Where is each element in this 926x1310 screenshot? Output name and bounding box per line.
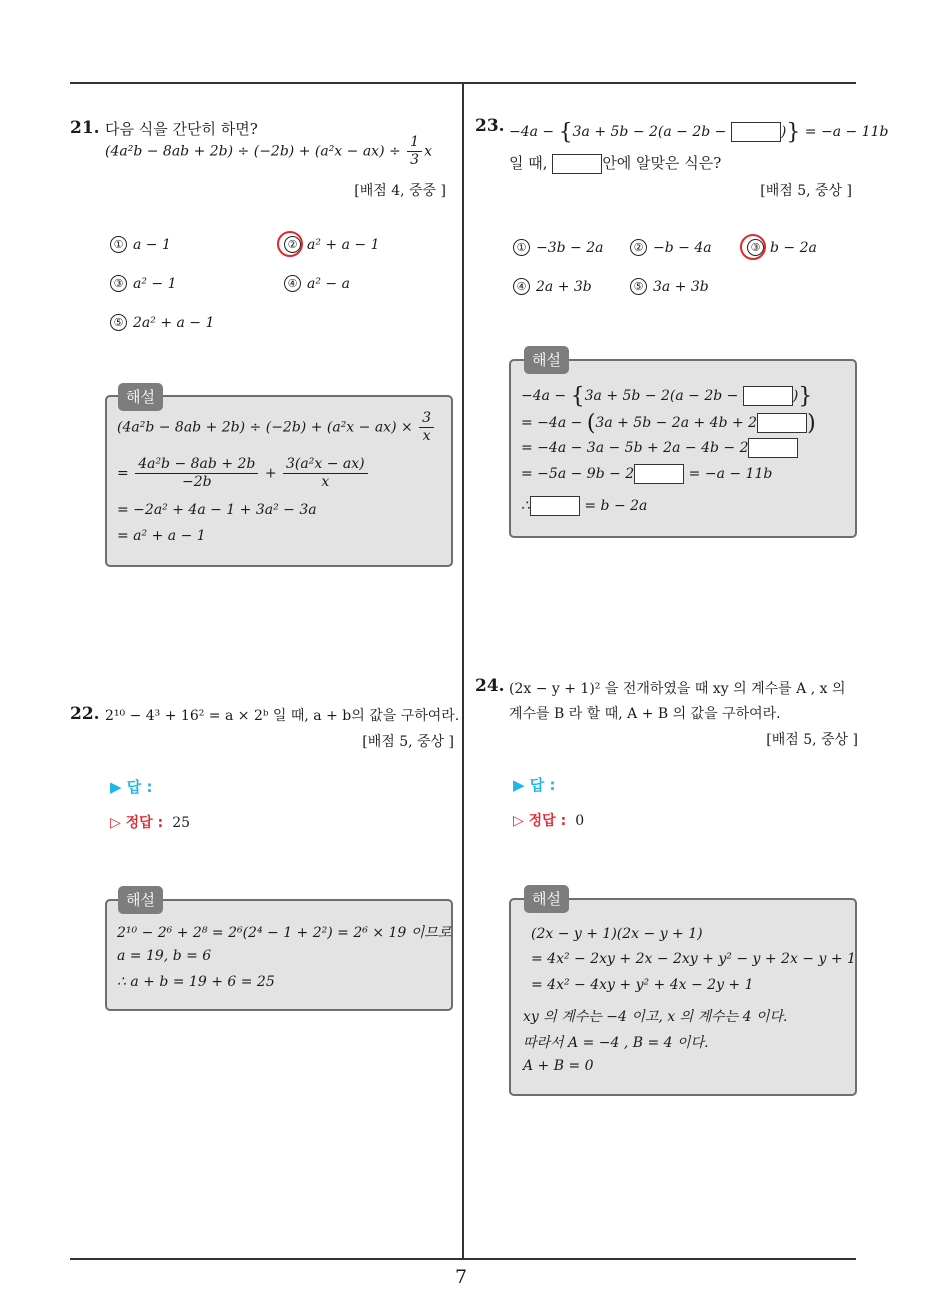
question-24-line-1: (2x − y + 1)² 을 전개하였을 때 xy 의 계수를 A , x 의 bbox=[509, 681, 846, 697]
q21-choice-4[interactable] bbox=[284, 275, 350, 292]
q23-expl-line-3 bbox=[521, 438, 798, 458]
choice-text: 2a² + a − 1 bbox=[133, 315, 215, 331]
q21-choice-1[interactable] bbox=[110, 236, 171, 253]
expl-paren-open: ( bbox=[586, 411, 596, 436]
page-number: 7 bbox=[455, 1266, 468, 1288]
q23-brace-close: } bbox=[786, 120, 801, 145]
q22-correct-label: ▷ 정답 : bbox=[110, 815, 164, 831]
expl-therefore: ∴ bbox=[521, 498, 530, 514]
question-21-prompt: 다음 식을 간단히 하면? bbox=[105, 120, 258, 138]
expl-text-a: −4a − bbox=[521, 388, 567, 404]
q21-frac-num: 1 bbox=[407, 134, 422, 152]
q21-selected-mark bbox=[277, 231, 303, 257]
expl-fraction-1 bbox=[135, 456, 258, 491]
expl-text: (4a²b − 8ab + 2b) ÷ (−2b) + (a²x − ax) × bbox=[117, 419, 413, 436]
frac-num: 3(a²x − ax) bbox=[283, 456, 368, 474]
expl-fraction-2 bbox=[283, 456, 368, 491]
q24-correct-row bbox=[513, 810, 584, 830]
q21-expr-left: (4a²b − 8ab + 2b) ÷ (−2b) + (a²x − ax) ÷ bbox=[105, 143, 401, 160]
q23-line2-a: 일 때, bbox=[509, 154, 548, 172]
q22-correct-row bbox=[110, 812, 190, 832]
question-23-expression bbox=[509, 120, 888, 145]
choice-text: b − 2a bbox=[770, 240, 817, 256]
question-23-points: [배점 5, 중상 ] bbox=[760, 183, 852, 199]
choice-text: a − 1 bbox=[133, 237, 171, 253]
expl-text-c: ) bbox=[792, 388, 799, 404]
expl-brace-open: { bbox=[570, 384, 585, 409]
expl-blank-box bbox=[743, 386, 793, 406]
q24-expl-line-5: 따라서 A = −4 , B = 4 이다. bbox=[523, 1035, 709, 1051]
choice-text: −3b − 2a bbox=[536, 240, 604, 256]
q21-expl-line-3: = −2a² + 4a − 1 + 3a² − 3a bbox=[117, 502, 317, 518]
expl-text-b: = b − 2a bbox=[584, 498, 648, 514]
expl-paren-close: ) bbox=[807, 411, 816, 436]
q24-expl-line-2: = 4x² − 2xy + 2x − 2xy + y² − y + 2x − y + 1 bbox=[531, 951, 856, 967]
choice-marker: ① bbox=[513, 239, 530, 256]
choice-text: a² + a − 1 bbox=[307, 237, 380, 253]
q21-choice-5[interactable] bbox=[110, 314, 214, 331]
q23-expr-d: = −a − 11b bbox=[804, 124, 889, 140]
q23-expl-line-1 bbox=[521, 384, 812, 409]
q23-expr-a: −4a − bbox=[509, 124, 555, 140]
choice-text: −b − 4a bbox=[653, 240, 712, 256]
choice-marker: ③ bbox=[110, 275, 127, 292]
q24-expl-line-4: xy 의 계수는 −4 이고, x 의 계수는 4 이다. bbox=[523, 1009, 788, 1025]
bottom-rule bbox=[70, 1258, 856, 1260]
choice-marker: ④ bbox=[513, 278, 530, 295]
question-23-line-2 bbox=[509, 152, 721, 174]
expl-blank-box bbox=[634, 464, 684, 484]
question-22-prompt: 2¹⁰ − 4³ + 16² = a × 2ᵇ 일 때, a + b의 값을 구하여라. bbox=[105, 708, 460, 724]
q23-expr-c: ) bbox=[780, 124, 787, 140]
q21-expl-line-2 bbox=[117, 456, 370, 491]
frac-den: x bbox=[422, 428, 431, 444]
question-23-number: 23. bbox=[475, 116, 505, 136]
question-21-number: 21. bbox=[70, 118, 100, 138]
q23-selected-mark bbox=[740, 234, 766, 260]
q23-expl-line-5 bbox=[521, 496, 647, 516]
question-24-number: 24. bbox=[475, 676, 505, 696]
q22-expl-line-1: 2¹⁰ − 2⁶ + 2⁸ = 2⁶(2⁴ − 1 + 2²) = 2⁶ × 19 이므로 bbox=[117, 925, 452, 941]
q21-fraction bbox=[407, 134, 422, 169]
q24-expl-line-6: A + B = 0 bbox=[523, 1058, 594, 1074]
choice-text: 3a + 3b bbox=[653, 279, 709, 295]
q21-choice-3[interactable] bbox=[110, 275, 177, 292]
choice-marker: ⑤ bbox=[110, 314, 127, 331]
q22-answer-label: ▶ 답 : bbox=[110, 778, 153, 796]
q23-line2-b: 안에 알맞은 식은? bbox=[602, 154, 722, 172]
q22-correct-value: 25 bbox=[172, 815, 191, 831]
expl-blank-box bbox=[757, 413, 807, 433]
q24-correct-label: ▷ 정답 : bbox=[513, 813, 567, 829]
q21-frac-den: 3 bbox=[410, 152, 420, 168]
expl-blank-box bbox=[530, 496, 580, 516]
q24-expl-line-1: (2x − y + 1)(2x − y + 1) bbox=[531, 926, 703, 942]
q21-explanation-tag: 해설 bbox=[118, 383, 163, 411]
choice-marker: ⑤ bbox=[630, 278, 647, 295]
expl-plus: + bbox=[264, 465, 277, 482]
q21-expl-line-1 bbox=[117, 410, 436, 445]
expl-brace-close: } bbox=[798, 384, 813, 409]
q24-answer-label: ▶ 답 : bbox=[513, 776, 556, 794]
expl-text-a: = −4a − bbox=[521, 415, 583, 431]
question-22-number: 22. bbox=[70, 704, 100, 724]
expl-text-a: = −5a − 9b − 2 bbox=[521, 466, 635, 482]
q23-blank-box bbox=[731, 122, 781, 142]
question-22-points: [배점 5, 중상 ] bbox=[362, 734, 454, 750]
q21-expr-right: x bbox=[424, 143, 432, 160]
q23-choice-1[interactable] bbox=[513, 239, 603, 256]
expl-fraction bbox=[419, 410, 434, 445]
q21-expl-line-4: = a² + a − 1 bbox=[117, 528, 206, 544]
expl-text-a: = −4a − 3a − 5b + 2a − 4b − 2 bbox=[521, 440, 749, 456]
choice-marker: ② bbox=[284, 236, 301, 253]
frac-num: 3 bbox=[419, 410, 434, 428]
question-21-points: [배점 4, 중중 ] bbox=[354, 183, 446, 199]
frac-num: 4a²b − 8ab + 2b bbox=[135, 456, 258, 474]
choice-text: a² − 1 bbox=[133, 276, 177, 292]
choice-marker: ③ bbox=[747, 239, 764, 256]
q23-blank-box-2 bbox=[552, 154, 602, 174]
choice-marker: ① bbox=[110, 236, 127, 253]
expl-text-b: = −a − 11b bbox=[688, 466, 773, 482]
expl-text-b: 3a + 5b − 2(a − 2b − bbox=[584, 388, 739, 404]
q23-expl-line-2 bbox=[521, 411, 816, 436]
column-divider bbox=[462, 82, 464, 1259]
q24-explanation-tag: 해설 bbox=[524, 885, 569, 913]
question-24-points: [배점 5, 중상 ] bbox=[766, 732, 858, 748]
choice-text: a² − a bbox=[307, 276, 350, 292]
q24-expl-line-3: = 4x² − 4xy + y² + 4x − 2y + 1 bbox=[531, 977, 754, 993]
q23-choice-2[interactable] bbox=[630, 239, 712, 256]
choice-text: 2a + 3b bbox=[536, 279, 592, 295]
question-24-line-2: 계수를 B 라 할 때, A + B 의 값을 구하여라. bbox=[509, 706, 781, 722]
choice-marker: ② bbox=[630, 239, 647, 256]
q23-brace-open: { bbox=[558, 120, 573, 145]
frac-den: −2b bbox=[181, 474, 212, 490]
q23-choice-5[interactable] bbox=[630, 278, 709, 295]
choice-marker: ④ bbox=[284, 275, 301, 292]
q23-expr-b: 3a + 5b − 2(a − 2b − bbox=[572, 124, 727, 140]
q22-expl-line-2: a = 19, b = 6 bbox=[117, 948, 212, 964]
frac-den: x bbox=[321, 474, 330, 490]
expl-eq: = bbox=[117, 465, 129, 482]
expl-blank-box bbox=[748, 438, 798, 458]
expl-text-b: 3a + 5b − 2a + 4b + 2 bbox=[595, 415, 758, 431]
q23-choice-4[interactable] bbox=[513, 278, 592, 295]
question-21-expression bbox=[105, 134, 432, 169]
q22-expl-line-3: ∴ a + b = 19 + 6 = 25 bbox=[117, 974, 275, 990]
q24-correct-value: 0 bbox=[575, 813, 585, 829]
q23-expl-line-4 bbox=[521, 464, 772, 484]
q23-explanation-tag: 해설 bbox=[524, 346, 569, 374]
q22-explanation-tag: 해설 bbox=[118, 886, 163, 914]
